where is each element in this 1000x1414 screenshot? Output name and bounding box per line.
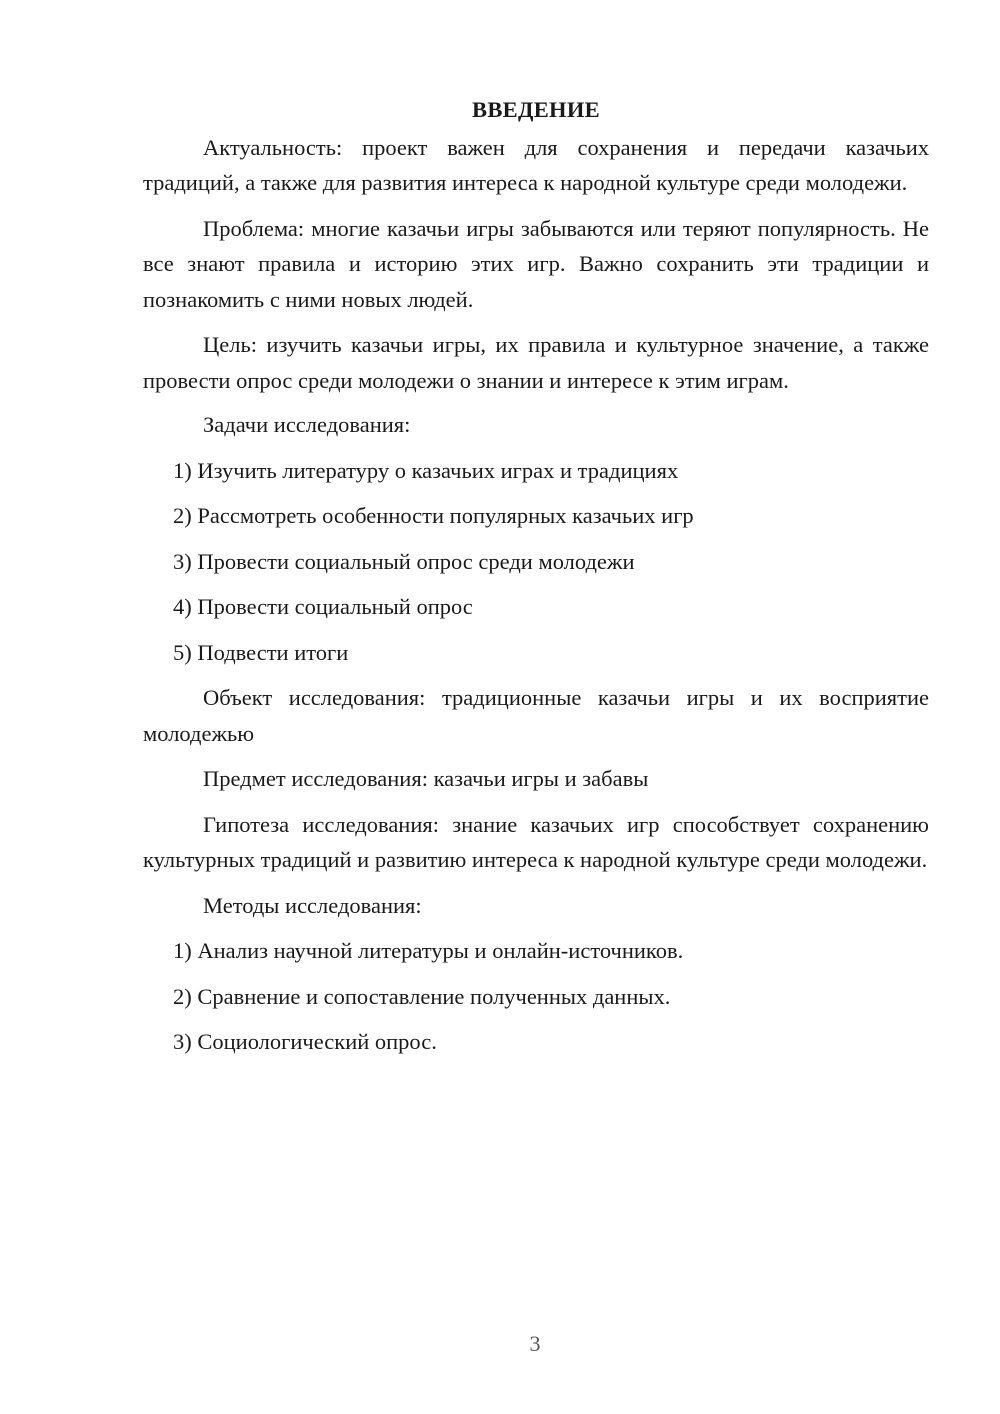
object-paragraph: Объект исследования: традиционные казачьи игры и их восприятие молодежью (143, 685, 929, 746)
problem-paragraph: Проблема: многие казачьи игры забываются или теряют популярность. Не все знают правила и историю этих игр. Важно сохранить эти традиции и познакомить с ними новых людей. (143, 215, 929, 312)
task-item: 4) Провести социальный опрос (173, 594, 473, 619)
hypothesis-paragraph: Гипотеза исследования: знание казачьих игр способствует сохранению культурных традиций и развитию интереса к народной культуре среди молодежи. (143, 811, 929, 872)
page-number: 3 (529, 1331, 541, 1356)
page-content (143, 92, 929, 1060)
method-item: 1) Анализ научной литературы и онлайн-источников. (173, 938, 684, 963)
method-item: 2) Сравнение и сопоставление полученных данных. (173, 983, 671, 1009)
tasks-heading: Задачи исследования: (203, 412, 411, 437)
subject-paragraph: Предмет исследования: казачьи игры и забавы (203, 766, 649, 791)
task-item: 5) Подвести итоги (173, 639, 349, 665)
task-item: 2) Рассмотреть особенности популярных казачьих игр (173, 503, 694, 528)
section-heading: ВВЕДЕНИЕ (472, 97, 600, 122)
goal-paragraph: Цель: изучить казачьи игры, их правила и культурное значение, а также провести опрос среди молодежи о знании и интересе к этим играм. (143, 332, 929, 393)
methods-heading: Методы исследования: (203, 892, 422, 918)
method-item: 3) Социологический опрос. (173, 1029, 437, 1054)
relevance-paragraph: Актуальность: проект важен для сохранения и передачи казачьих традиций, а также для развития интереса к народной культуре среди молодежи. (143, 134, 929, 195)
task-item: 1) Изучить литературу о казачьих играх и традициях (173, 457, 679, 483)
task-item: 3) Провести социальный опрос среди молодежи (173, 548, 635, 574)
